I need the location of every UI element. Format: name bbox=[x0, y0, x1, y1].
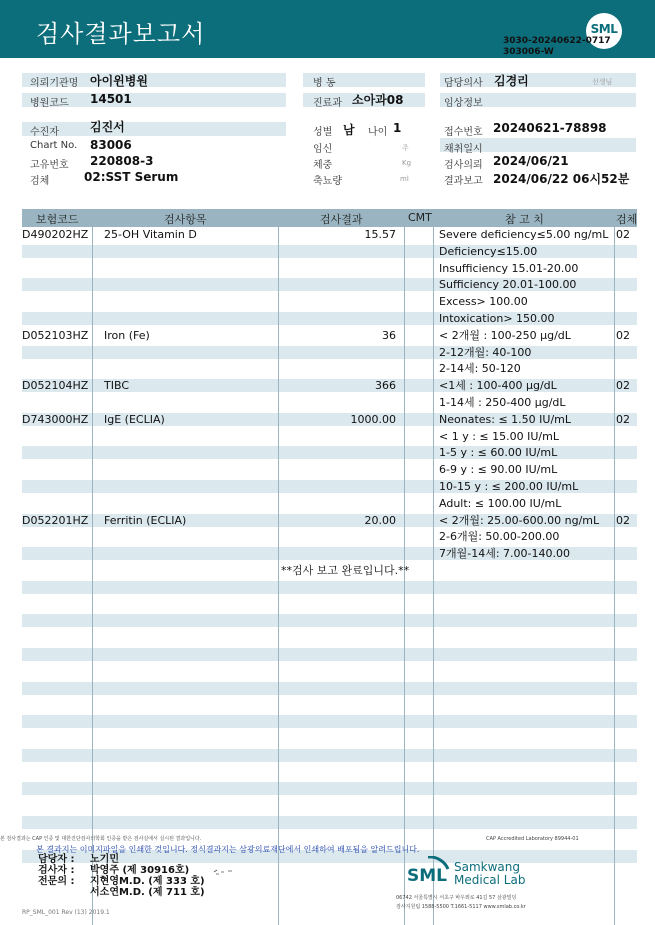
report-date-label: 결과보고 bbox=[444, 176, 483, 187]
header-item: 검사항목 bbox=[164, 213, 207, 226]
footer-staff-names bbox=[90, 854, 205, 898]
age-label: 나이 bbox=[368, 127, 388, 138]
specimen-value: 02:SST Serum bbox=[84, 170, 179, 184]
signature-mark bbox=[212, 866, 236, 876]
reference-range: 2-6개월: 50.00-200.00 bbox=[439, 530, 560, 544]
header-cmt: CMT bbox=[408, 211, 432, 224]
reference-range: Sufficiency 20.01-100.00 bbox=[439, 278, 577, 292]
doctor-label: 담당의사 bbox=[444, 78, 483, 89]
request-date-value: 2024/06/21 bbox=[493, 154, 569, 168]
reference-range: Severe deficiency≤5.00 ng/mL bbox=[439, 228, 609, 241]
test-code: D052104HZ bbox=[22, 379, 89, 393]
test-code: D743000HZ bbox=[22, 412, 89, 426]
brand-line-1: Samkwang bbox=[454, 860, 520, 874]
table-column-divider bbox=[92, 227, 93, 925]
reference-range: <1세 : 100-400 μg/dL bbox=[439, 379, 557, 393]
staff-name: 박영주 (제 30916호) bbox=[90, 865, 190, 876]
reference-range: 2-14세: 50-120 bbox=[439, 362, 521, 376]
test-name: 25-OH Vitamin D bbox=[104, 228, 197, 241]
reference-range: Deficiency≤15.00 bbox=[439, 244, 538, 258]
table-column-divider bbox=[614, 227, 615, 925]
reference-range: < 2개월 : 100-250 μg/dL bbox=[439, 328, 571, 342]
specimen-label: 검체 bbox=[30, 176, 50, 187]
end-note: **검사 보고 완료입니다.** bbox=[281, 564, 410, 577]
sex-label: 성별 bbox=[313, 127, 333, 138]
dept-value: 소아과08 bbox=[352, 93, 404, 107]
document-number-line-2: 303006-W bbox=[503, 47, 554, 57]
collection-label: 채취일시 bbox=[444, 144, 483, 155]
staff-role: 전문의 : bbox=[38, 876, 75, 887]
footer-staff-roles bbox=[38, 854, 74, 887]
test-result: 366 bbox=[375, 379, 396, 393]
table-row-stripe bbox=[22, 816, 637, 829]
table-row-stripe bbox=[22, 245, 637, 258]
test-specimen: 02 bbox=[616, 412, 630, 426]
test-result: 15.57 bbox=[364, 228, 396, 241]
table-row-stripe bbox=[22, 346, 637, 359]
document-number-line-1: 3030-20240622-0717 bbox=[503, 36, 611, 46]
footer-fine-print: 본 검사결과는 CAP 인증 및 대한진단검사의학회 인증을 받은 검사실에서 실시된 결과입니다. bbox=[0, 836, 202, 842]
table-row-stripe bbox=[22, 648, 637, 661]
pregnancy-unit: 주 bbox=[402, 144, 409, 152]
hospital-code-value: 14501 bbox=[90, 92, 132, 106]
header-code: 보험코드 bbox=[36, 213, 79, 226]
test-code: D490202HZ bbox=[22, 228, 89, 241]
urine-label: 축뇨량 bbox=[313, 176, 342, 187]
test-name: Iron (Fe) bbox=[104, 328, 150, 342]
test-name: TIBC bbox=[104, 379, 129, 393]
brand-line-2: Medical Lab bbox=[454, 873, 526, 887]
age-value: 1 bbox=[393, 121, 402, 135]
table-row-stripe bbox=[22, 581, 637, 594]
report-title: 검사결과보고서 bbox=[36, 20, 206, 48]
pregnancy-label: 임신 bbox=[313, 144, 333, 155]
report-date-value: 2024/06/22 06시52분 bbox=[493, 172, 630, 186]
staff-name: 지현영M.D. (제 333 호) bbox=[90, 876, 205, 887]
brand-address: 06742 서울특별시 서초구 바우뫼로 41길 57 삼광빌딩 bbox=[396, 895, 517, 901]
test-name: IgE (ECLIA) bbox=[104, 412, 165, 426]
chart-label: Chart No. bbox=[30, 140, 78, 151]
ward-label: 병 동 bbox=[313, 78, 336, 89]
brand-name bbox=[454, 861, 525, 887]
header-result: 검사결과 bbox=[320, 213, 363, 226]
table-row-stripe bbox=[22, 749, 637, 762]
brand-logo bbox=[405, 856, 451, 892]
unique-value: 220808-3 bbox=[90, 154, 154, 168]
test-result: 20.00 bbox=[364, 513, 396, 527]
reference-range: Neonates: ≤ 1.50 IU/mL bbox=[439, 412, 571, 426]
table-column-divider bbox=[433, 227, 434, 925]
sex-value: 남 bbox=[343, 123, 355, 137]
reference-range: 1-5 y : ≤ 60.00 IU/mL bbox=[439, 446, 558, 460]
reference-range: Excess> 100.00 bbox=[439, 295, 528, 309]
table-row-stripe bbox=[22, 682, 637, 695]
table-column-divider bbox=[278, 227, 279, 925]
chart-value: 83006 bbox=[90, 138, 132, 152]
doctor-suffix: 선생님 bbox=[592, 78, 613, 86]
test-specimen: 02 bbox=[616, 328, 630, 342]
table-row-stripe bbox=[22, 715, 637, 728]
form-id: RP_SML_001 Rev (13) 2019.1 bbox=[22, 909, 110, 916]
reference-range: 7개월-14세: 7.00-140.00 bbox=[439, 547, 570, 561]
receipt-value: 20240621-78898 bbox=[493, 121, 607, 135]
test-specimen: 02 bbox=[616, 513, 630, 527]
doctor-value: 김경리 bbox=[494, 74, 529, 88]
receipt-label: 접수번호 bbox=[444, 127, 483, 138]
reference-range: < 2개월: 25.00-600.00 ng/mL bbox=[439, 513, 600, 527]
reference-range: Insufficiency 15.01-20.00 bbox=[439, 261, 579, 275]
test-specimen: 02 bbox=[616, 228, 630, 241]
clinical-info-label: 임상정보 bbox=[444, 98, 483, 109]
test-result: 36 bbox=[382, 328, 396, 342]
footer-notice: 본 결과지는 이미지파일을 인쇄한 것입니다. 정식결과지는 삼광의료재단에서 인쇄하여 배포됨을 알려드립니다. bbox=[36, 845, 420, 854]
reference-range: 1-14세 : 250-400 μg/dL bbox=[439, 396, 566, 409]
staff-role: 검사자 : bbox=[38, 865, 75, 876]
patient-label: 수진자 bbox=[30, 127, 59, 138]
unique-label: 고유번호 bbox=[30, 160, 69, 171]
requesting-org-value: 아이윈병원 bbox=[90, 74, 148, 88]
staff-name: 노기민 bbox=[90, 854, 119, 865]
dept-label: 진료과 bbox=[313, 98, 342, 109]
test-name: Ferritin (ECLIA) bbox=[104, 513, 187, 527]
document-number bbox=[503, 36, 611, 58]
patient-value: 김진서 bbox=[90, 120, 125, 134]
test-code: D052103HZ bbox=[22, 328, 89, 342]
sml-logo-text: SML bbox=[590, 22, 618, 36]
test-specimen: 02 bbox=[616, 379, 630, 393]
table-row-stripe bbox=[22, 614, 637, 627]
test-result: 1000.00 bbox=[350, 412, 396, 426]
weight-unit: Kg bbox=[402, 159, 412, 167]
header-reference: 참 고 치 bbox=[505, 213, 544, 226]
footer-cap-label: CAP Accredited Laboratory 89944-01 bbox=[486, 836, 579, 842]
reference-range: Intoxication> 150.00 bbox=[439, 312, 555, 325]
request-date-label: 검사의뢰 bbox=[444, 160, 483, 171]
staff-role: 담당자 : bbox=[38, 854, 75, 865]
brand-logo-text: SML bbox=[407, 866, 447, 886]
reference-range: 6-9 y : ≤ 90.00 IU/mL bbox=[439, 463, 558, 477]
reference-range: Adult: ≤ 100.00 IU/mL bbox=[439, 496, 562, 510]
info-bar bbox=[22, 122, 286, 136]
brand-phone: 검사지원팀 1588-5500 T.1661-5117 www.smlab.co.kr bbox=[396, 904, 526, 910]
reference-range: 10-15 y : ≤ 200.00 IU/mL bbox=[439, 480, 579, 493]
table-row-stripe bbox=[22, 782, 637, 795]
reference-range: 2-12개월: 40-100 bbox=[439, 345, 532, 359]
requesting-org-label: 의뢰기관명 bbox=[30, 78, 79, 89]
staff-name: 서소연M.D. (제 711 호) bbox=[90, 887, 205, 898]
weight-label: 체중 bbox=[313, 160, 333, 171]
hospital-code-label: 병원코드 bbox=[30, 98, 69, 109]
test-code: D052201HZ bbox=[22, 513, 89, 527]
urine-unit: ml bbox=[400, 175, 409, 183]
reference-range: < 1 y : ≤ 15.00 IU/mL bbox=[439, 429, 559, 443]
header-specimen: 검체 bbox=[616, 213, 638, 226]
